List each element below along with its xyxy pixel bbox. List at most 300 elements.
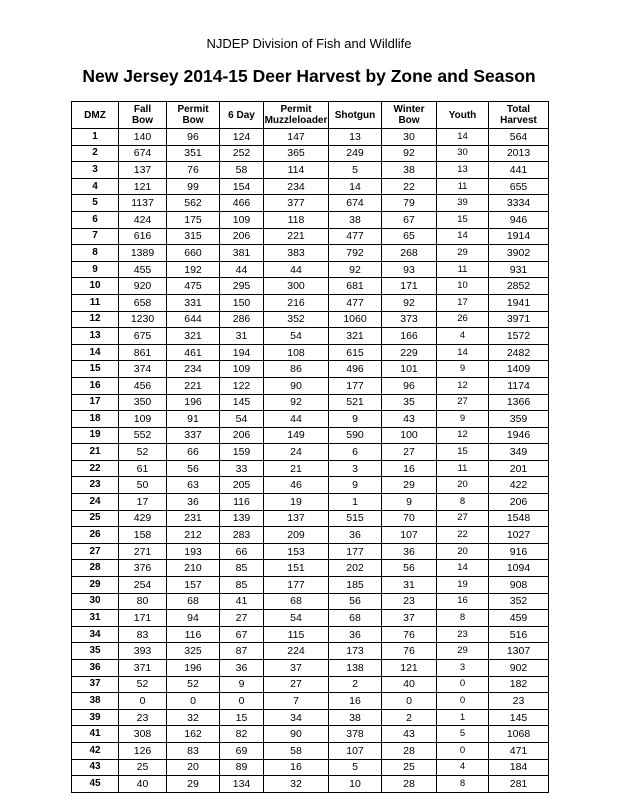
table-row	[72, 178, 549, 195]
table-row	[72, 328, 549, 345]
table-row	[72, 444, 549, 461]
table-row	[72, 427, 549, 444]
table-cell: 373	[382, 311, 437, 328]
table-cell: 115	[264, 626, 329, 643]
table-cell: 101	[382, 361, 437, 378]
table-cell: 153	[264, 543, 329, 560]
table-cell: 10	[437, 278, 489, 295]
table-cell: 192	[167, 261, 220, 278]
table-cell: 0	[382, 693, 437, 710]
table-cell: 27	[220, 610, 264, 627]
dmz-cell: 14	[72, 344, 119, 361]
table-cell: 12	[437, 377, 489, 394]
table-cell: 461	[167, 344, 220, 361]
table-cell: 15	[437, 211, 489, 228]
table-cell: 283	[220, 527, 264, 544]
table-cell: 27	[437, 510, 489, 527]
table-cell: 5	[329, 759, 382, 776]
table-cell: 590	[329, 427, 382, 444]
table-row	[72, 211, 549, 228]
table-cell: 70	[382, 510, 437, 527]
dmz-cell: 6	[72, 211, 119, 228]
table-cell: 121	[119, 178, 167, 195]
table-row	[72, 527, 549, 544]
table-cell: 66	[167, 444, 220, 461]
dmz-cell: 35	[72, 643, 119, 660]
table-cell: 2	[382, 709, 437, 726]
table-cell: 477	[329, 228, 382, 245]
table-cell: 231	[167, 510, 220, 527]
table-row	[72, 361, 549, 378]
table-cell: 205	[220, 477, 264, 494]
table-cell: 359	[489, 411, 549, 428]
table-cell: 126	[119, 742, 167, 759]
table-cell: 65	[382, 228, 437, 245]
dmz-cell: 21	[72, 444, 119, 461]
table-cell: 68	[264, 593, 329, 610]
table-cell: 308	[119, 726, 167, 743]
table-cell: 8	[437, 776, 489, 793]
table-cell: 38	[329, 709, 382, 726]
table-cell: 107	[329, 742, 382, 759]
column-header	[220, 102, 264, 129]
table-cell: 349	[489, 444, 549, 461]
table-cell: 13	[329, 129, 382, 146]
table-cell: 29	[382, 477, 437, 494]
table-cell: 321	[167, 328, 220, 345]
table-row	[72, 560, 549, 577]
table-cell: 109	[220, 361, 264, 378]
table-cell: 249	[329, 145, 382, 162]
dmz-cell: 18	[72, 411, 119, 428]
table-cell: 14	[437, 344, 489, 361]
table-cell: 87	[220, 643, 264, 660]
table-cell: 521	[329, 394, 382, 411]
table-cell: 94	[167, 610, 220, 627]
table-cell: 331	[167, 294, 220, 311]
table-cell: 166	[382, 328, 437, 345]
table-cell: 44	[220, 261, 264, 278]
table-cell: 79	[382, 195, 437, 212]
table-cell: 221	[167, 377, 220, 394]
table-cell: 114	[264, 162, 329, 179]
table-row	[72, 278, 549, 295]
table-cell: 68	[329, 610, 382, 627]
dmz-cell: 34	[72, 626, 119, 643]
table-row	[72, 577, 549, 594]
table-cell: 20	[167, 759, 220, 776]
table-cell: 27	[437, 394, 489, 411]
table-cell: 40	[382, 676, 437, 693]
table-cell: 124	[220, 129, 264, 146]
table-cell: 337	[167, 427, 220, 444]
table-row	[72, 344, 549, 361]
table-cell: 429	[119, 510, 167, 527]
table-cell: 0	[167, 693, 220, 710]
table-cell: 234	[264, 178, 329, 195]
table-cell: 14	[437, 560, 489, 577]
table-cell: 271	[119, 543, 167, 560]
table-row	[72, 162, 549, 179]
table-cell: 365	[264, 145, 329, 162]
table-cell: 46	[264, 477, 329, 494]
table-cell: 459	[489, 610, 549, 627]
table-cell: 159	[220, 444, 264, 461]
dmz-cell: 42	[72, 742, 119, 759]
dmz-cell: 9	[72, 261, 119, 278]
table-cell: 32	[264, 776, 329, 793]
dmz-cell: 12	[72, 311, 119, 328]
table-cell: 374	[119, 361, 167, 378]
table-cell: 66	[220, 543, 264, 560]
table-cell: 58	[220, 162, 264, 179]
table-cell: 90	[264, 726, 329, 743]
table-cell: 44	[264, 411, 329, 428]
table-cell: 6	[329, 444, 382, 461]
table-cell: 36	[382, 543, 437, 560]
table-cell: 352	[264, 311, 329, 328]
table-cell: 37	[382, 610, 437, 627]
dmz-cell: 41	[72, 726, 119, 743]
dmz-cell: 29	[72, 577, 119, 594]
table-row	[72, 245, 549, 262]
table-cell: 54	[264, 328, 329, 345]
table-cell: 1946	[489, 427, 549, 444]
table-cell: 224	[264, 643, 329, 660]
table-cell: 1941	[489, 294, 549, 311]
table-cell: 157	[167, 577, 220, 594]
column-header-line: Bow	[131, 115, 154, 126]
table-cell: 14	[329, 178, 382, 195]
table-cell: 138	[329, 660, 382, 677]
table-row	[72, 228, 549, 245]
table-cell: 920	[119, 278, 167, 295]
table-cell: 674	[329, 195, 382, 212]
table-cell: 35	[382, 394, 437, 411]
table-row	[72, 759, 549, 776]
dmz-cell: 2	[72, 145, 119, 162]
dmz-cell: 4	[72, 178, 119, 195]
table-row	[72, 510, 549, 527]
table-row	[72, 742, 549, 759]
table-cell: 1366	[489, 394, 549, 411]
table-row	[72, 726, 549, 743]
table-cell: 16	[264, 759, 329, 776]
table-cell: 196	[167, 394, 220, 411]
dmz-cell: 3	[72, 162, 119, 179]
table-cell: 177	[264, 577, 329, 594]
table-cell: 25	[382, 759, 437, 776]
table-cell: 22	[382, 178, 437, 195]
table-cell: 660	[167, 245, 220, 262]
table-cell: 177	[329, 377, 382, 394]
table-cell: 15	[437, 444, 489, 461]
table-cell: 39	[437, 195, 489, 212]
table-cell: 675	[119, 328, 167, 345]
table-cell: 378	[329, 726, 382, 743]
table-cell: 30	[382, 129, 437, 146]
dmz-cell: 10	[72, 278, 119, 295]
dmz-cell: 17	[72, 394, 119, 411]
table-cell: 206	[220, 228, 264, 245]
table-cell: 212	[167, 527, 220, 544]
table-cell: 1027	[489, 527, 549, 544]
table-row	[72, 377, 549, 394]
table-cell: 615	[329, 344, 382, 361]
table-cell: 3902	[489, 245, 549, 262]
table-cell: 31	[220, 328, 264, 345]
column-header-line: 6 Day	[228, 109, 255, 121]
column-header	[167, 102, 220, 129]
table-cell: 12	[437, 427, 489, 444]
table-cell: 67	[220, 626, 264, 643]
table-cell: 41	[220, 593, 264, 610]
table-cell: 99	[167, 178, 220, 195]
table-row	[72, 709, 549, 726]
table-cell: 38	[329, 211, 382, 228]
table-cell: 100	[382, 427, 437, 444]
dmz-cell: 22	[72, 460, 119, 477]
table-cell: 9	[329, 411, 382, 428]
table-row	[72, 394, 549, 411]
table-row	[72, 543, 549, 560]
table-cell: 171	[382, 278, 437, 295]
table-cell: 552	[119, 427, 167, 444]
table-cell: 93	[382, 261, 437, 278]
table-cell: 2482	[489, 344, 549, 361]
table-cell: 20	[437, 477, 489, 494]
dmz-cell: 38	[72, 693, 119, 710]
table-cell: 36	[167, 494, 220, 511]
column-header	[119, 102, 167, 129]
table-cell: 171	[119, 610, 167, 627]
table-cell: 206	[489, 494, 549, 511]
table-cell: 206	[220, 427, 264, 444]
table-cell: 4	[437, 759, 489, 776]
table-cell: 137	[264, 510, 329, 527]
table-cell: 15	[220, 709, 264, 726]
table-cell: 325	[167, 643, 220, 660]
table-cell: 36	[220, 660, 264, 677]
table-cell: 26	[437, 311, 489, 328]
dmz-cell: 19	[72, 427, 119, 444]
dmz-cell: 1	[72, 129, 119, 146]
dmz-cell: 13	[72, 328, 119, 345]
dmz-cell: 24	[72, 494, 119, 511]
table-cell: 145	[489, 709, 549, 726]
table-cell: 54	[264, 610, 329, 627]
table-cell: 9	[220, 676, 264, 693]
table-cell: 193	[167, 543, 220, 560]
table-cell: 151	[264, 560, 329, 577]
table-cell: 4	[437, 328, 489, 345]
table-cell: 76	[382, 643, 437, 660]
table-cell: 16	[382, 460, 437, 477]
table-cell: 21	[264, 460, 329, 477]
table-cell: 109	[119, 411, 167, 428]
table-row	[72, 494, 549, 511]
table-cell: 22	[437, 527, 489, 544]
table-cell: 1307	[489, 643, 549, 660]
table-cell: 1174	[489, 377, 549, 394]
table-cell: 17	[119, 494, 167, 511]
table-cell: 86	[264, 361, 329, 378]
table-cell: 371	[119, 660, 167, 677]
table-cell: 29	[167, 776, 220, 793]
table-cell: 8	[437, 494, 489, 511]
table-cell: 150	[220, 294, 264, 311]
table-cell: 11	[437, 261, 489, 278]
table-row	[72, 311, 549, 328]
table-cell: 902	[489, 660, 549, 677]
table-cell: 69	[220, 742, 264, 759]
dmz-cell: 15	[72, 361, 119, 378]
table-cell: 315	[167, 228, 220, 245]
table-cell: 40	[119, 776, 167, 793]
table-cell: 2	[329, 676, 382, 693]
table-cell: 281	[489, 776, 549, 793]
table-cell: 515	[329, 510, 382, 527]
table-cell: 147	[264, 129, 329, 146]
table-cell: 471	[489, 742, 549, 759]
table-cell: 456	[119, 377, 167, 394]
harvest-table	[71, 101, 549, 793]
table-cell: 377	[264, 195, 329, 212]
column-header	[264, 102, 329, 129]
table-cell: 44	[264, 261, 329, 278]
table-row	[72, 294, 549, 311]
table-cell: 27	[264, 676, 329, 693]
table-cell: 350	[119, 394, 167, 411]
table-cell: 908	[489, 577, 549, 594]
table-cell: 254	[119, 577, 167, 594]
table-cell: 134	[220, 776, 264, 793]
table-cell: 674	[119, 145, 167, 162]
table-cell: 1137	[119, 195, 167, 212]
table-cell: 96	[167, 129, 220, 146]
table-cell: 1914	[489, 228, 549, 245]
table-cell: 90	[264, 377, 329, 394]
table-cell: 175	[167, 211, 220, 228]
column-header-line: Bow	[182, 115, 204, 126]
table-cell: 466	[220, 195, 264, 212]
table-row	[72, 129, 549, 146]
table-cell: 209	[264, 527, 329, 544]
table-cell: 0	[437, 742, 489, 759]
column-header-line: Permit	[280, 104, 312, 115]
table-cell: 210	[167, 560, 220, 577]
table-cell: 80	[119, 593, 167, 610]
table-cell: 1230	[119, 311, 167, 328]
table-cell: 655	[489, 178, 549, 195]
table-cell: 63	[167, 477, 220, 494]
dmz-cell: 45	[72, 776, 119, 793]
dmz-cell: 43	[72, 759, 119, 776]
column-header	[382, 102, 437, 129]
table-cell: 202	[329, 560, 382, 577]
table-cell: 162	[167, 726, 220, 743]
dmz-cell: 31	[72, 610, 119, 627]
column-header-line: Youth	[448, 109, 477, 121]
dmz-cell: 23	[72, 477, 119, 494]
table-cell: 475	[167, 278, 220, 295]
table-cell: 516	[489, 626, 549, 643]
table-cell: 424	[119, 211, 167, 228]
table-cell: 300	[264, 278, 329, 295]
table-cell: 89	[220, 759, 264, 776]
dmz-cell: 7	[72, 228, 119, 245]
table-cell: 194	[220, 344, 264, 361]
table-cell: 441	[489, 162, 549, 179]
table-cell: 76	[382, 626, 437, 643]
table-cell: 234	[167, 361, 220, 378]
table-cell: 252	[220, 145, 264, 162]
table-cell: 3	[437, 660, 489, 677]
table-cell: 50	[119, 477, 167, 494]
table-row	[72, 643, 549, 660]
table-cell: 34	[264, 709, 329, 726]
dmz-cell: 39	[72, 709, 119, 726]
table-cell: 54	[220, 411, 264, 428]
table-cell: 185	[329, 577, 382, 594]
column-header-line: Harvest	[500, 115, 537, 126]
table-cell: 23	[382, 593, 437, 610]
table-cell: 83	[119, 626, 167, 643]
table-cell: 681	[329, 278, 382, 295]
table-cell: 76	[167, 162, 220, 179]
table-cell: 931	[489, 261, 549, 278]
table-cell: 861	[119, 344, 167, 361]
table-cell: 1068	[489, 726, 549, 743]
table-cell: 3971	[489, 311, 549, 328]
table-cell: 83	[167, 742, 220, 759]
column-header	[72, 102, 119, 129]
table-cell: 67	[382, 211, 437, 228]
table-cell: 149	[264, 427, 329, 444]
table-cell: 10	[329, 776, 382, 793]
table-cell: 154	[220, 178, 264, 195]
table-cell: 562	[167, 195, 220, 212]
table-cell: 68	[167, 593, 220, 610]
table-cell: 1572	[489, 328, 549, 345]
table-cell: 0	[220, 693, 264, 710]
table-cell: 145	[220, 394, 264, 411]
table-cell: 137	[119, 162, 167, 179]
table-cell: 16	[437, 593, 489, 610]
table-cell: 295	[220, 278, 264, 295]
table-cell: 58	[264, 742, 329, 759]
table-cell: 9	[382, 494, 437, 511]
table-cell: 82	[220, 726, 264, 743]
table-cell: 1409	[489, 361, 549, 378]
dmz-cell: 36	[72, 660, 119, 677]
table-cell: 118	[264, 211, 329, 228]
table-cell: 140	[119, 129, 167, 146]
column-header-line: Total	[506, 104, 531, 115]
table-cell: 32	[167, 709, 220, 726]
table-cell: 33	[220, 460, 264, 477]
table-cell: 393	[119, 643, 167, 660]
table-cell: 122	[220, 377, 264, 394]
table-cell: 19	[437, 577, 489, 594]
table-cell: 477	[329, 294, 382, 311]
table-cell: 1060	[329, 311, 382, 328]
table-cell: 216	[264, 294, 329, 311]
table-cell: 7	[264, 693, 329, 710]
table-cell: 56	[167, 460, 220, 477]
table-cell: 916	[489, 543, 549, 560]
table-cell: 52	[119, 676, 167, 693]
